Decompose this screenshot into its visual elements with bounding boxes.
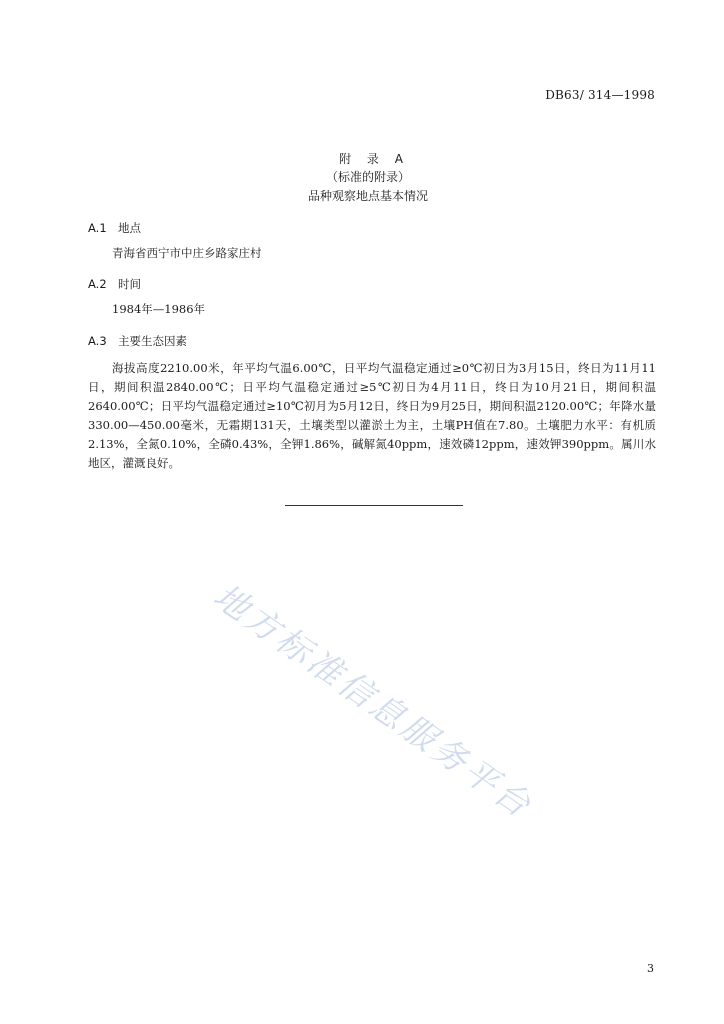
- section-number: A.3: [88, 334, 107, 348]
- watermark: 地方标准信息服务平台: [205, 576, 541, 828]
- appendix-note: （标准的附录）: [325, 170, 410, 184]
- section-number: A.2: [88, 277, 107, 291]
- section-heading-a1: [88, 220, 141, 236]
- section-title: 地点: [118, 221, 141, 235]
- end-rule: [285, 505, 463, 506]
- section-title: 时间: [118, 277, 141, 291]
- section-number: A.1: [88, 221, 107, 235]
- section-text-a3: 海拔高度2210.00米，年平均气温6.00℃，日平均气温稳定通过≥0℃初日为3月15日，终日为11月11日，期间积温2840.00℃；日平均气温稳定通过≥5℃初日为4月11日，终日为10月21日，期间积温2640.00℃；日平均气温稳定通过≥10℃初月为5月12日，终日为9月25日，期间积温2120.00℃；年降水量330.00—450.00毫米，无霜期131天，土壤类型以灌淤土为主，土壤PH值在7.80。土壤肥力水平：有机质2.13%，全氮0.10%，全磷0.43%，全钾1.86%，碱解氮40ppm，速效磷12ppm，速效钾390ppm。属川水地区，灌溉良好。: [88, 361, 656, 470]
- section-text-a2: 1984年—1986年: [112, 302, 206, 316]
- appendix-title: 附 录 A: [339, 152, 409, 166]
- section-text-a1: 青海省西宁市中庄乡路家庄村: [112, 246, 262, 260]
- section-title: 主要生态因素: [118, 334, 187, 348]
- section-heading-a2: [88, 276, 141, 292]
- standard-code: DB63/ 314—1998: [545, 88, 655, 102]
- section-heading-a3: [88, 333, 187, 349]
- page-number: 3: [647, 962, 654, 975]
- appendix-name: 品种观察地点基本情况: [307, 189, 428, 203]
